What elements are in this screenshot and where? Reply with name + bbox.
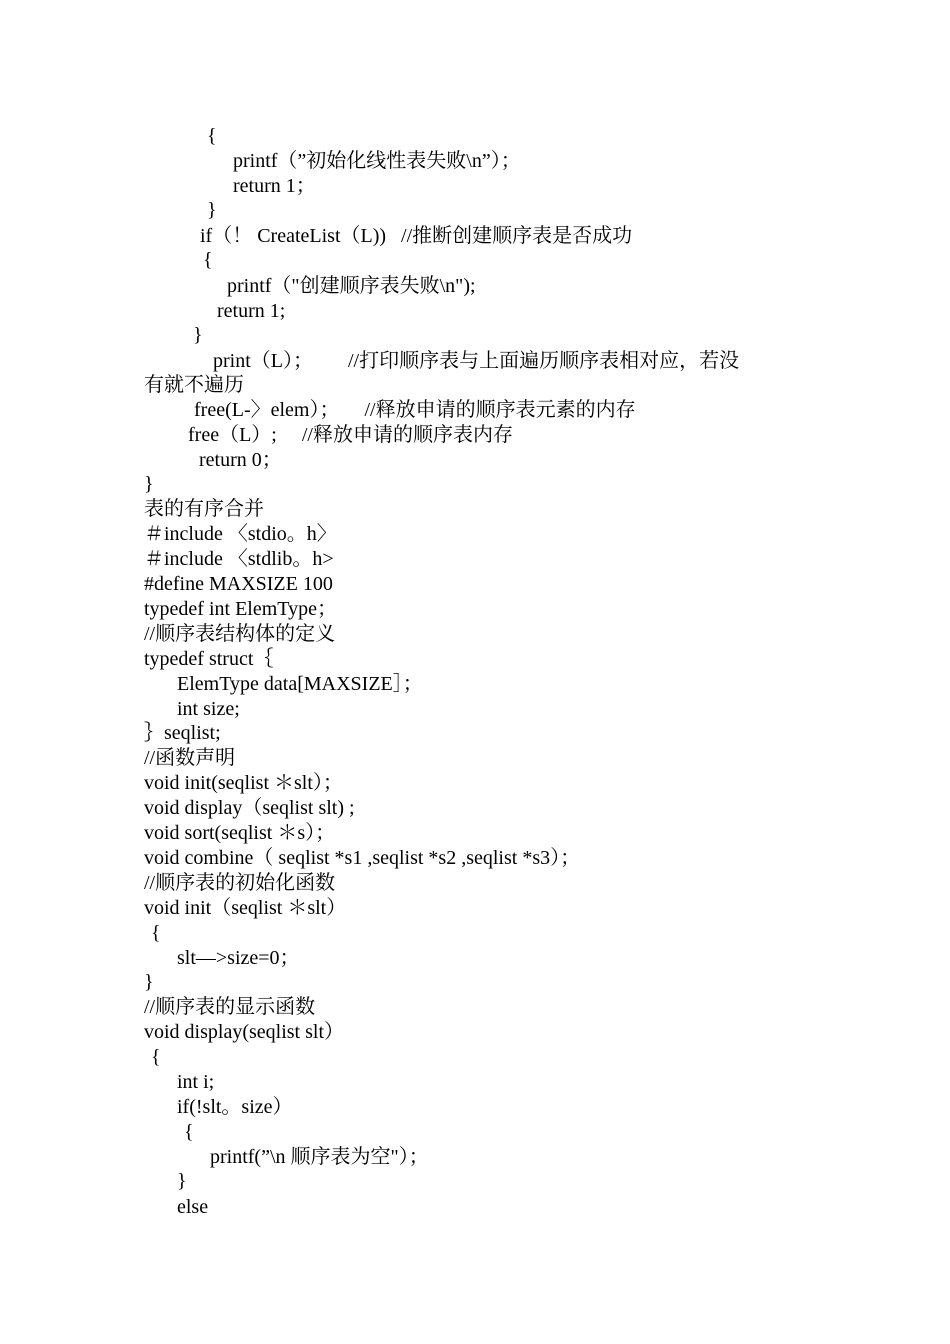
code-line: int i;	[177, 1071, 215, 1093]
code-line: 有就不遍历	[144, 374, 244, 396]
code-line: if（！ CreateList（L)) //推断创建顺序表是否成功	[200, 225, 633, 247]
code-line: ｝seqlist;	[144, 722, 221, 744]
code-line: }	[207, 199, 217, 221]
code-line: {	[151, 1046, 161, 1068]
code-line: {	[151, 922, 161, 944]
code-line: #define MAXSIZE 100	[144, 573, 333, 595]
code-line: print（L）； //打印顺序表与上面遍历顺序表相对应，若没	[213, 350, 740, 372]
code-line: else	[177, 1196, 209, 1218]
code-line: printf(”\n 顺序表为空"）；	[210, 1146, 429, 1168]
code-line: void display（seqlist slt) ;	[144, 797, 355, 819]
code-line: //顺序表结构体的定义	[144, 623, 336, 645]
code-line: {	[207, 125, 217, 147]
code-line: {	[203, 249, 213, 271]
code-line: }	[144, 971, 154, 993]
code-line: printf（"创建顺序表失败\n");	[227, 275, 476, 297]
code-line: ＃include 〈stdlib。h>	[144, 548, 334, 570]
code-line: return 1;	[217, 300, 286, 322]
code-line: int size;	[177, 698, 240, 720]
code-line: return 1；	[233, 175, 316, 197]
code-line: slt—>size=0；	[177, 947, 300, 969]
code-line: free(L-〉elem）； //释放申请的顺序表元素的内存	[194, 399, 636, 421]
code-line: {	[184, 1121, 194, 1143]
code-line: }	[193, 324, 203, 346]
code-line: free（L）; //释放申请的顺序表内存	[188, 424, 513, 446]
code-line: }	[144, 473, 154, 495]
code-line: return 0；	[199, 449, 282, 471]
code-line: void init(seqlist ＊slt）；	[144, 772, 343, 794]
code-line: //顺序表的显示函数	[144, 996, 316, 1018]
code-line: ElemType data[MAXSIZE］；	[177, 673, 423, 695]
code-line: void combine（ seqlist *s1 ,seqlist *s2 ,seqlist *s3）；	[144, 847, 581, 869]
code-line: }	[177, 1170, 187, 1192]
code-line: void sort(seqlist ＊s）；	[144, 822, 336, 844]
code-line: typedef struct｛	[144, 648, 274, 670]
code-line: ＃include 〈stdio。h〉	[144, 523, 337, 545]
code-line: typedef int ElemType；	[144, 598, 337, 620]
code-line: //顺序表的初始化函数	[144, 872, 336, 894]
code-line: void init（seqlist ＊slt）	[144, 897, 347, 919]
code-line: if(!slt。size）	[177, 1096, 293, 1118]
code-line: printf（”初始化线性表失败\n”）；	[233, 150, 521, 172]
code-line: //函数声明	[144, 747, 236, 769]
code-line: void display(seqlist slt）	[144, 1021, 344, 1043]
section-heading: 表的有序合并	[144, 498, 264, 520]
